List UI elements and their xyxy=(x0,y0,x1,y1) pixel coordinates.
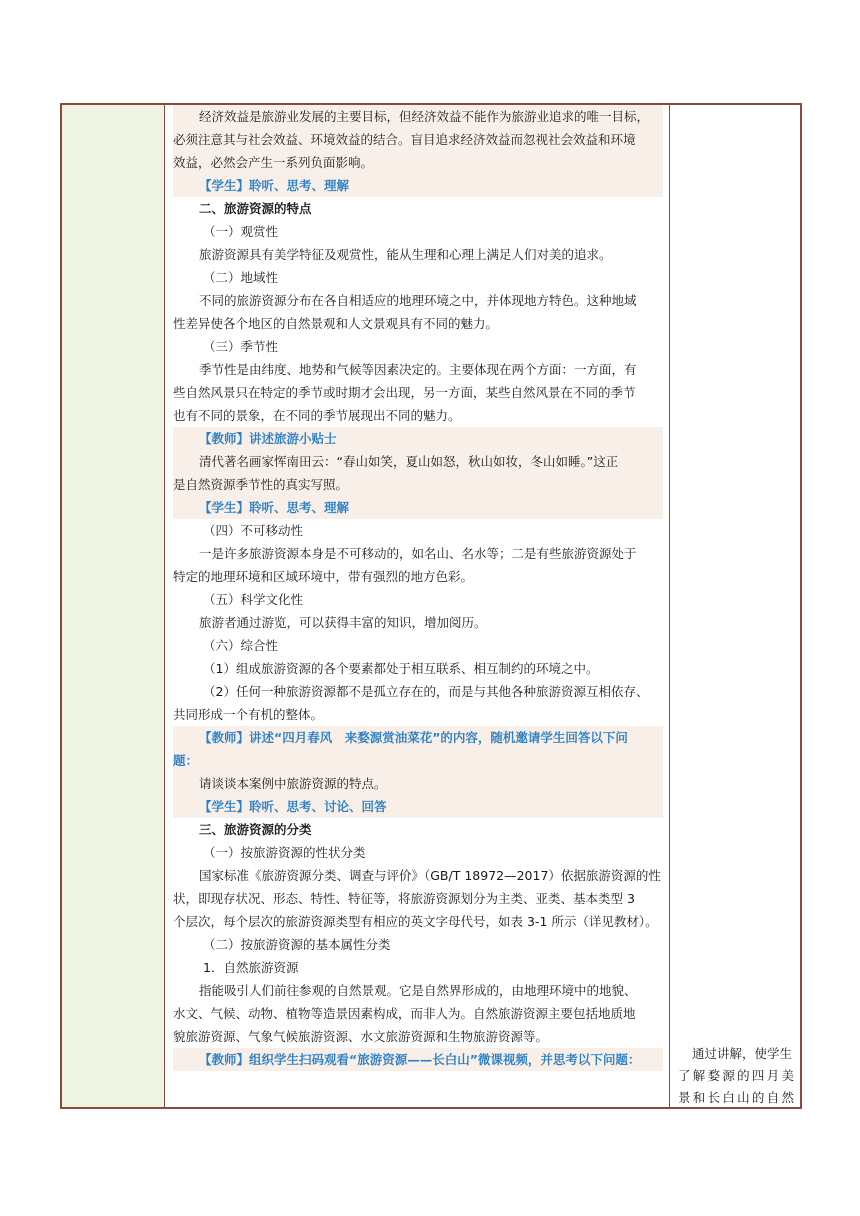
teacher-activity: 【教师】讲述旅游小贴士 xyxy=(199,431,337,446)
text-line: 个层次，每个层次的旅游资源类型有相应的英文字母代号，如表 3-1 所示（详见教材）。 xyxy=(173,914,658,929)
paragraph-economic-benefit xyxy=(173,105,663,197)
subsection-title: （五）科学文化性 xyxy=(203,592,304,607)
text-line: 指能吸引人们前往参观的自然景观。它是自然界形成的，由地理环境中的地貌、 xyxy=(199,983,637,998)
teacher-activity: 【教师】组织学生扫码观看“旅游资源——长白山”微课视频，并思考以下问题： xyxy=(199,1052,641,1067)
text-line: 清代著名画家恽南田云：“春山如笑，夏山如怒，秋山如妆，冬山如睡。”这正 xyxy=(199,454,619,469)
text-line: 貌旅游资源、气象气候旅游资源、水文旅游资源和生物旅游资源等。 xyxy=(173,1029,549,1044)
teacher-activity: 题： xyxy=(173,753,199,768)
student-activity: 【学生】聆听、思考、理解 xyxy=(199,500,350,515)
section-heading: 三、旅游资源的分类 xyxy=(199,822,312,837)
text-line: 些自然风景只在特定的季节或时期才会出现，另一方面，某些自然风景在不同的季节 xyxy=(173,385,636,400)
text-line: 季节性是由纬度、地势和气候等因素决定的。主要体现在两个方面：一方面，有 xyxy=(199,362,637,377)
subsection-title: （二）地域性 xyxy=(203,270,279,285)
text-line: 共同形成一个有机的整体。 xyxy=(173,707,324,722)
text-line: 必须注意其与社会效益、环境效益的结合。盲目追求经济效益而忽视社会效益和环境 xyxy=(173,132,636,147)
travel-tip-block xyxy=(173,427,663,519)
text-line: 是自然资源季节性的真实写照。 xyxy=(173,477,349,492)
list-item: （1）组成旅游资源的各个要素都处于相互联系、相互制约的环境之中。 xyxy=(203,661,599,676)
text-line: 状，即现存状况、形态、特性、特征等，将旅游资源划分为主类、亚类、基本类型 3 xyxy=(173,891,635,906)
text-line: 效益，必然会产生一系列负面影响。 xyxy=(173,155,374,170)
text-line: 不同的旅游资源分布在各自相适应的地理环境之中，并体现地方特色。这种地域 xyxy=(199,293,637,308)
subsection-title: （六）综合性 xyxy=(203,638,279,653)
content-column xyxy=(165,105,670,1107)
note-line: 通过讲解，使学生 xyxy=(692,1046,793,1061)
left-column xyxy=(62,105,165,1107)
teacher-activity: 【教师】讲述“四月春风 来婺源赏油菜花”的内容，随机邀请学生回答以下问 xyxy=(199,730,628,745)
list-item: （2）任何一种旅游资源都不是孤立存在的，而是与其他各种旅游资源互相依存、 xyxy=(203,684,649,699)
subsection-title: （一）按旅游资源的性状分类 xyxy=(203,845,366,860)
subsection-title: （一）观赏性 xyxy=(203,224,279,239)
text-line: 水文、气候、动物、植物等造景因素构成，而非人为。自然旅游资源主要包括地质地 xyxy=(173,1006,636,1021)
note-line: 景和长白山的自然 xyxy=(678,1090,794,1105)
subsection-title: （四）不可移动性 xyxy=(203,523,304,538)
text-line: 性差异使各个地区的自然景观和人文景观具有不同的魅力。 xyxy=(173,316,499,331)
subsection-title: 1．自然旅游资源 xyxy=(203,960,299,975)
notes-column xyxy=(670,105,800,1107)
note-line: 了解婺源的四月美 xyxy=(678,1068,794,1083)
text-line: 旅游者通过游览，可以获得丰富的知识，增加阅历。 xyxy=(199,615,487,630)
section-heading: 二、旅游资源的特点 xyxy=(199,201,312,216)
text-line: 旅游资源具有美学特征及观赏性，能从生理和心理上满足人们对美的追求。 xyxy=(199,247,612,262)
text-line: 一是许多旅游资源本身是不可移动的，如名山、名水等；二是有些旅游资源处于 xyxy=(199,546,637,561)
text-line: 也有不同的景象，在不同的季节展现出不同的魅力。 xyxy=(173,408,461,423)
video-task-block xyxy=(173,1048,663,1071)
student-activity: 【学生】聆听、思考、讨论、回答 xyxy=(199,799,387,814)
teaching-goal-note xyxy=(678,1043,794,1109)
text-line: 国家标准《旅游资源分类、调查与评价》（GB/T 18972—2017）依据旅游资源的性 xyxy=(199,868,661,883)
student-activity: 【学生】聆听、思考、理解 xyxy=(199,178,350,193)
subsection-title: （二）按旅游资源的基本属性分类 xyxy=(203,937,391,952)
lesson-table xyxy=(60,103,802,1109)
case-question-block xyxy=(173,726,663,818)
subsection-title: （三）季节性 xyxy=(203,339,279,354)
text-line: 经济效益是旅游业发展的主要目标，但经济效益不能作为旅游业追求的唯一目标， xyxy=(199,109,650,124)
question-text: 请谈谈本案例中旅游资源的特点。 xyxy=(199,776,387,791)
text-line: 特定的地理环境和区域环境中，带有强烈的地方色彩。 xyxy=(173,569,474,584)
